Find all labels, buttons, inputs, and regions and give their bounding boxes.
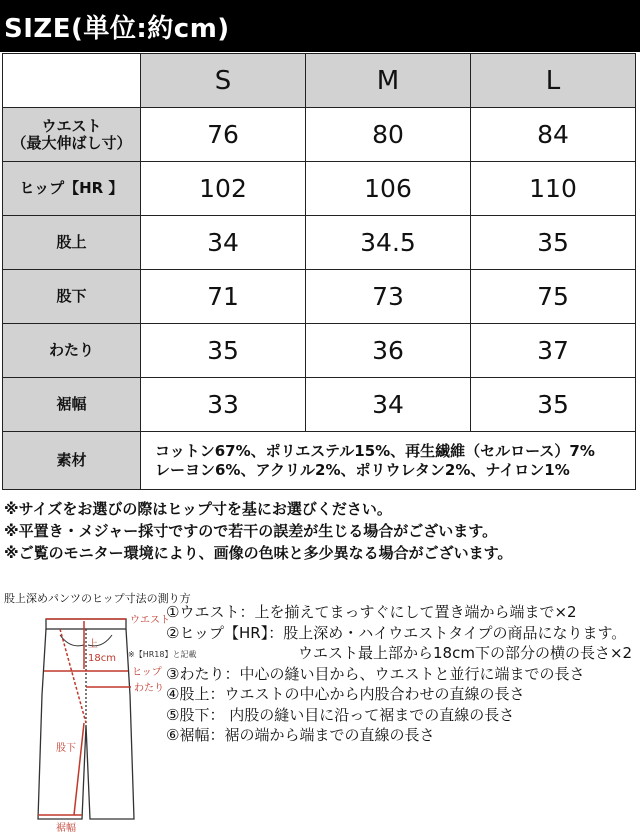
table-row-rise: [3, 216, 636, 270]
hr-note: ※【HR18】と記載: [128, 650, 197, 659]
title-bar: [0, 0, 640, 52]
table-cell: 34.5: [306, 216, 471, 270]
measurement-steps: [166, 602, 632, 746]
table-cell: 35: [471, 378, 636, 432]
col-header-m: M: [306, 54, 471, 108]
notes: [4, 498, 512, 564]
table-cell: 35: [471, 216, 636, 270]
table-cell: 34: [306, 378, 471, 432]
step-line: ④股上：ウエストの中心から内股合わせの直線の長さ: [166, 685, 525, 703]
hem-label: 裾幅: [56, 823, 76, 832]
hip-label: ヒップ: [132, 667, 162, 678]
table-row-waist: [3, 108, 636, 162]
corner-cell: [3, 54, 141, 108]
table-row-material: [3, 432, 636, 490]
row-label-waist: [3, 108, 141, 162]
table-row-hip: [3, 162, 636, 216]
row-label-line: （最大伸ばし寸）: [11, 133, 132, 152]
table-cell: 75: [471, 270, 636, 324]
row-label-hem: 裾幅: [3, 378, 141, 432]
row-label-thigh: わたり: [3, 324, 141, 378]
thigh-label: わたり: [134, 683, 164, 694]
size-table: [2, 53, 636, 490]
inseam-label: 股下: [56, 743, 76, 754]
table-cell: 84: [471, 108, 636, 162]
col-header-s: S: [141, 54, 306, 108]
row-label-line: ウエスト: [41, 116, 102, 135]
note-line: ※平置き・メジャー採寸ですので若干の誤差が生じる場合がございます。: [4, 522, 498, 540]
note-line: ※サイズをお選びの際はヒップ寸を基にお選びください。: [4, 500, 392, 518]
note-line: ※ご覧のモニター環境により、画像の色味と多少異なる場合がございます。: [4, 544, 513, 562]
pants-outline: [38, 619, 134, 819]
col-header-l: L: [471, 54, 636, 108]
table-row-thigh: [3, 324, 636, 378]
material-cell: [141, 432, 636, 490]
hr18-label-a: 上: [88, 639, 98, 650]
step-line: ①ウエスト：上を揃えてまっすぐにして置き端から端まで×2: [166, 603, 577, 621]
table-cell: 106: [306, 162, 471, 216]
table-cell: 36: [306, 324, 471, 378]
table-cell: 33: [141, 378, 306, 432]
table-cell: 110: [471, 162, 636, 216]
step-line: ③わたり：中心の縫い目から、ウエストと並行に端までの長さ: [166, 664, 585, 683]
step-line: ⑤股下： 内股の縫い目に沿って裾までの直線の長さ: [166, 705, 515, 724]
table-cell: 76: [141, 108, 306, 162]
row-label-hip: ヒップ【HR 】: [3, 162, 141, 216]
step-line: ⑥裾幅：裾の端から端までの直線の長さ: [166, 726, 435, 744]
row-label-rise: 股上: [3, 216, 141, 270]
row-label-inseam: 股下: [3, 270, 141, 324]
table-row-hem: [3, 378, 636, 432]
table-cell: 35: [141, 324, 306, 378]
material-line: コットン67%、ポリエステル15%、再生繊維（セルロース）7%: [155, 441, 595, 460]
table-cell: 102: [141, 162, 306, 216]
page-title: SIZE(単位:約cm): [4, 14, 230, 44]
table-cell: 37: [471, 324, 636, 378]
header-row: [3, 54, 636, 108]
table-row-inseam: [3, 270, 636, 324]
row-label-material: 素材: [3, 432, 141, 490]
table-cell: 71: [141, 270, 306, 324]
measure-lines: [38, 619, 131, 815]
hr18-label-b: 18cm: [88, 653, 116, 664]
step-line: ウエスト最上部から18cm下の部分の横の長さ×2: [298, 644, 633, 662]
waist-label: ウエスト: [130, 615, 170, 626]
table-cell: 80: [306, 108, 471, 162]
pants-diagram: [0, 605, 197, 832]
table-cell: 73: [306, 270, 471, 324]
step-line: ②ヒップ【HR】：股上深め・ハイウエストタイプの商品になります。: [166, 623, 627, 642]
material-line: レーヨン6%、アクリル2%、ポリウレタン2%、ナイロン1%: [155, 460, 570, 479]
table-cell: 34: [141, 216, 306, 270]
diagram-caption: 股上深めパンツのヒップ寸法の測り方: [4, 592, 191, 605]
